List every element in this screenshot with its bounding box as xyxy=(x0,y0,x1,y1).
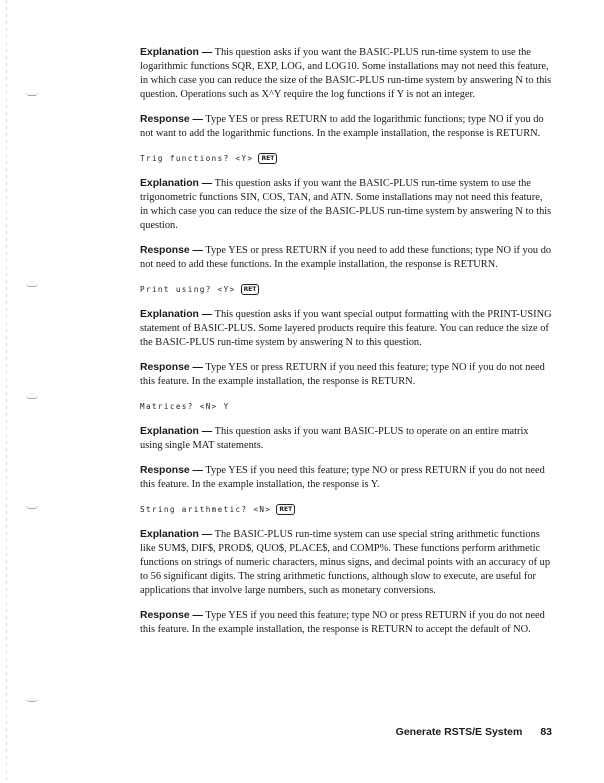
prompt-text: Matrices? <N> Y xyxy=(140,401,230,411)
page-body xyxy=(140,46,552,648)
explanation-paragraph xyxy=(140,528,552,598)
response-paragraph xyxy=(140,113,552,141)
response-text: Type YES or press RETURN if you need to add these functions; type NO if you do not need to add these functions. In the example installation, the response is RETURN. xyxy=(140,245,552,270)
page-footer xyxy=(396,726,552,738)
response-paragraph xyxy=(140,464,552,492)
response-paragraph xyxy=(140,609,552,637)
terminal-prompt xyxy=(140,400,552,412)
prompt-text: Print using? <Y> xyxy=(140,284,236,294)
explanation-text: The BASIC-PLUS run-time system can use special string arithmetic functions like SUM$, DIF$, PROD$, QUO$, PLACE$, and COMP%. These functions perform arithmetic functions on strings of numeric characters, minus signs, and decimal points with an accuracy of up to 56 significant digits. The string arithmetic functions, although slow to execute, are useful for applications that involve large numbers, such as monetary conversions. xyxy=(140,529,551,596)
terminal-prompt xyxy=(140,152,552,164)
response-text: Type YES or press RETURN if you need this feature; type NO if you do not need this feature. In the example installation, the response is RETURN. xyxy=(140,362,545,387)
margin-mark xyxy=(26,505,38,509)
explanation-text: This question asks if you want the BASIC-PLUS run-time system to use the trigonometric functions SIN, COS, TAN, and ATN. Some installations may not need this feature, in which case you can reduce the size of the BASIC-PLUS run-time system by answering N to this question. xyxy=(140,178,552,231)
explanation-lead: Explanation — xyxy=(140,309,213,320)
response-lead: Response — xyxy=(140,114,203,125)
response-lead: Response — xyxy=(140,362,203,373)
explanation-paragraph xyxy=(140,177,552,233)
explanation-lead: Explanation — xyxy=(140,47,213,58)
explanation-text: This question asks if you want BASIC-PLUS to operate on an entire matrix using single MAT statements. xyxy=(140,426,529,451)
response-lead: Response — xyxy=(140,245,203,256)
prompt-text: Trig functions? <Y> xyxy=(140,153,254,163)
page-number: 83 xyxy=(540,726,552,738)
response-paragraph xyxy=(140,361,552,389)
explanation-lead: Explanation — xyxy=(140,426,213,437)
explanation-lead: Explanation — xyxy=(140,529,213,540)
margin-mark xyxy=(26,92,38,96)
explanation-paragraph xyxy=(140,425,552,453)
return-key-icon: RET xyxy=(258,153,277,164)
response-text: Type YES or press RETURN to add the logarithmic functions; type NO if you do not want to add the logarithmic functions. In the example installation, the response is RETURN. xyxy=(140,114,544,139)
return-key-icon: RET xyxy=(241,284,260,295)
return-key-icon: RET xyxy=(276,504,295,515)
margin-mark xyxy=(26,395,38,399)
response-text: Type YES if you need this feature; type NO or press RETURN if you do not need this feature. In the example installation, the response is Y. xyxy=(140,465,545,490)
margin-mark xyxy=(26,283,38,287)
explanation-lead: Explanation — xyxy=(140,178,213,189)
terminal-prompt xyxy=(140,283,552,295)
response-paragraph xyxy=(140,244,552,272)
explanation-text: This question asks if you want special output formatting with the PRINT-USING statement of BASIC-PLUS. Some layered products require this feature. You can reduce the size of the BASIC-PLUS run-time system by answering N to this question. xyxy=(140,309,552,348)
response-text: Type YES if you need this feature; type NO or press RETURN if you do not need this feature. In the example installation, the response is RETURN to accept the default of NO. xyxy=(140,610,545,635)
response-lead: Response — xyxy=(140,465,203,476)
footer-title: Generate RSTS/E System xyxy=(395,726,523,738)
margin-mark xyxy=(26,698,38,702)
explanation-text: This question asks if you want the BASIC-PLUS run-time system to use the logarithmic functions SQR, EXP, LOG, and LOG10. Some installations may not need this feature, in which case you can reduce the size of the BASIC-PLUS run-time system by answering N to this question. Operations such as X^Y require the log functions if Y is not an integer. xyxy=(140,47,552,100)
explanation-paragraph xyxy=(140,46,552,102)
terminal-prompt xyxy=(140,503,552,515)
explanation-paragraph xyxy=(140,308,552,350)
prompt-text: String arithmetic? <N> xyxy=(140,504,272,514)
response-lead: Response — xyxy=(140,610,203,621)
page-edge-shadow xyxy=(6,0,7,783)
